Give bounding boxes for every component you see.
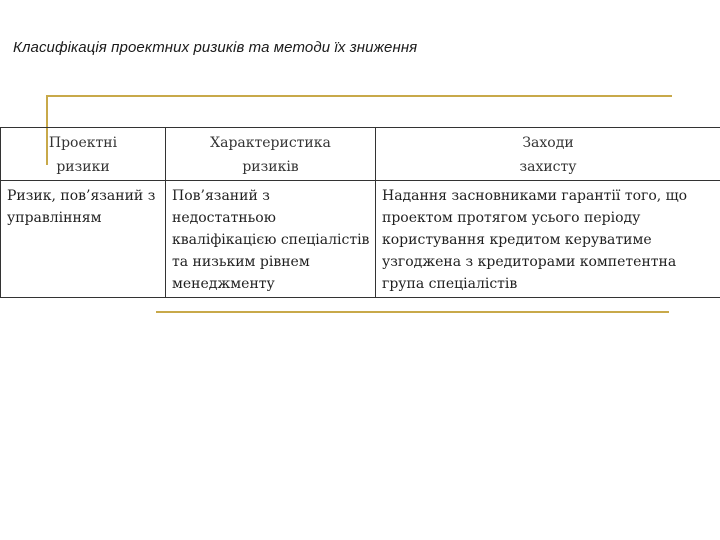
table-row <box>1 181 720 298</box>
cell-characteristic: Пов’язаний з недостатньою кваліфікацією спеціалістів та низьким рівнем менеджменту <box>166 181 376 298</box>
header-line: захисту <box>519 159 577 175</box>
decorative-bottom-rule <box>156 311 669 313</box>
cell-risk: Ризик, пов’язаний з управлінням <box>1 181 166 298</box>
decorative-top-rule <box>47 95 672 97</box>
header-line: Заходи <box>522 135 574 151</box>
table-header-row <box>1 128 720 181</box>
header-line: ризиків <box>242 159 299 175</box>
header-line: Характеристика <box>210 135 331 151</box>
header-cell-project-risks <box>1 128 166 181</box>
slide-title: Класифікація проектних ризиків та методи їх зниження <box>13 39 418 56</box>
header-line: Проектні <box>48 135 118 151</box>
header-cell-protection-measures <box>376 128 720 181</box>
cell-measures: Надання засновниками гарантії того, що проектом протягом усього періоду користування кредитом керуватиме узгоджена з кредиторами компетентна група спеціалістів <box>376 181 720 298</box>
header-cell-risk-characteristic <box>166 128 376 181</box>
header-line: ризики <box>56 159 110 175</box>
risk-classification-table <box>0 127 720 298</box>
